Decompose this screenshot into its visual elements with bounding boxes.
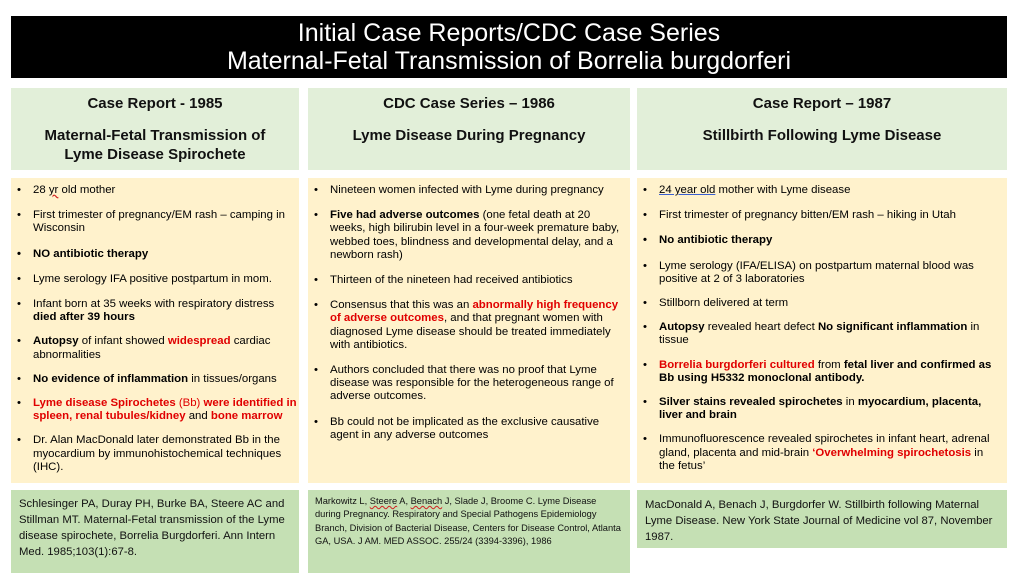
list-item: • NO antibiotic therapy	[11, 248, 299, 261]
title-banner	[11, 16, 1007, 78]
list-item: • Nineteen women infected with Lyme during pregnancy	[308, 184, 624, 197]
list-item: • Lyme disease Spirochetes (Bb) were identified in spleen, renal tubules/kidney and bone marrow	[11, 397, 299, 423]
list-item: • 28 yr old mother	[11, 184, 299, 197]
col2-subheading: Lyme Disease During Pregnancy	[352, 127, 586, 144]
col1-subheading-line-2: Lyme Disease Spirochete	[64, 146, 246, 163]
list-item: • Stillborn delivered at term	[637, 297, 999, 310]
list-item: • Lyme serology (IFA/ELISA) on postpartum maternal blood was positive at 2 of 3 laboratories	[637, 260, 999, 286]
list-item: • 24 year old mother with Lyme disease	[637, 184, 999, 197]
col1-heading: Case Report - 1985	[87, 95, 223, 112]
list-item: • Authors concluded that there was no proof that Lyme disease was responsible for the heterogeneous range of adverse outcomes.	[308, 364, 624, 404]
col2-bullet-list	[308, 184, 624, 442]
col1-subheading-line-1: Maternal-Fetal Transmission of	[44, 127, 266, 144]
col1-citation: Schlesinger PA, Duray PH, Burke BA, Steere AC and Stillman MT. Maternal-Fetal transmission of the Lyme disease spirochete, Borrelia Burgdorferi. Ann Intern Med. 1985;103(1):67-8.	[11, 490, 299, 573]
col3-subheading: Stillbirth Following Lyme Disease	[702, 127, 942, 144]
col1-header	[11, 88, 299, 170]
title-line-2: Maternal-Fetal Transmission of Borrelia burgdorferi	[226, 47, 792, 75]
list-item: • No evidence of inflammation in tissues/organs	[11, 373, 299, 386]
list-item: • Five had adverse outcomes (one fetal death at 20 weeks, high bilirubin level in a four-week premature baby, webbed toes, blindness and developmental delay, and a newborn rash)	[308, 209, 624, 262]
list-item: • Silver stains revealed spirochetes in myocardium, placenta, liver and brain	[637, 396, 999, 422]
list-item: • Borrelia burgdorferi cultured from fetal liver and confirmed as Bb using H5332 monoclonal antibody.	[637, 359, 999, 385]
list-item: • Thirteen of the nineteen had received antibiotics	[308, 274, 624, 287]
title-line-1: Initial Case Reports/CDC Case Series	[297, 19, 721, 47]
col3-citation: MacDonald A, Benach J, Burgdorfer W. Stillbirth following Maternal Lyme Disease. New York State Journal of Medicine vol 87, November 1987.	[637, 490, 1007, 548]
col3-body	[637, 178, 1007, 483]
list-item: • Autopsy revealed heart defect No significant inflammation in tissue	[637, 321, 999, 347]
list-item: • Dr. Alan MacDonald later demonstrated Bb in the myocardium by immunohistochemical techniques (IHC).	[11, 434, 299, 474]
list-item: • Bb could not be implicated as the exclusive causative agent in any adverse outcomes	[308, 416, 624, 442]
list-item: • First trimester of pregnancy bitten/EM rash – hiking in Utah	[637, 209, 999, 222]
col2-heading: CDC Case Series – 1986	[383, 95, 555, 112]
list-item: • No antibiotic therapy	[637, 234, 999, 247]
list-item: • Immunofluorescence revealed spirochetes in infant heart, adrenal gland, placenta and mid-brain ‘Overwhelming spirochetosis in the fetus’	[637, 433, 999, 473]
list-item: • First trimester of pregnancy/EM rash – camping in Wisconsin	[11, 209, 299, 235]
col3-header	[637, 88, 1007, 170]
col2-header	[308, 88, 630, 170]
list-item: • Infant born at 35 weeks with respiratory distress died after 39 hours	[11, 298, 299, 324]
misspelled-word: yr	[48, 184, 59, 196]
list-item: • Consensus that this was an abnormally high frequency of adverse outcomes, and that pregnant women with diagnosed Lyme disease should be treated immediately with antibiotics.	[308, 299, 624, 352]
col3-heading: Case Report – 1987	[752, 95, 892, 112]
col2-citation: Markowitz L, Steere A, Benach J, Slade J, Broome C. Lyme Disease during Pregnancy. Respiratory and Special Pathogens Epidemiology Branch, Division of Bacterial Disease, Centers for Disease Control, Atlanta GA, USA. J AM. MED ASSOC. 255/24 (3394-3396), 1986	[308, 490, 630, 573]
col1-bullet-list	[11, 184, 299, 474]
list-item: • Lyme serology IFA positive postpartum in mom.	[11, 273, 299, 286]
col2-body	[308, 178, 630, 483]
col1-subheading	[11, 126, 299, 164]
col3-bullet-list	[637, 184, 999, 473]
col1-body	[11, 178, 299, 483]
list-item: • Autopsy of infant showed widespread cardiac abnormalities	[11, 335, 299, 361]
